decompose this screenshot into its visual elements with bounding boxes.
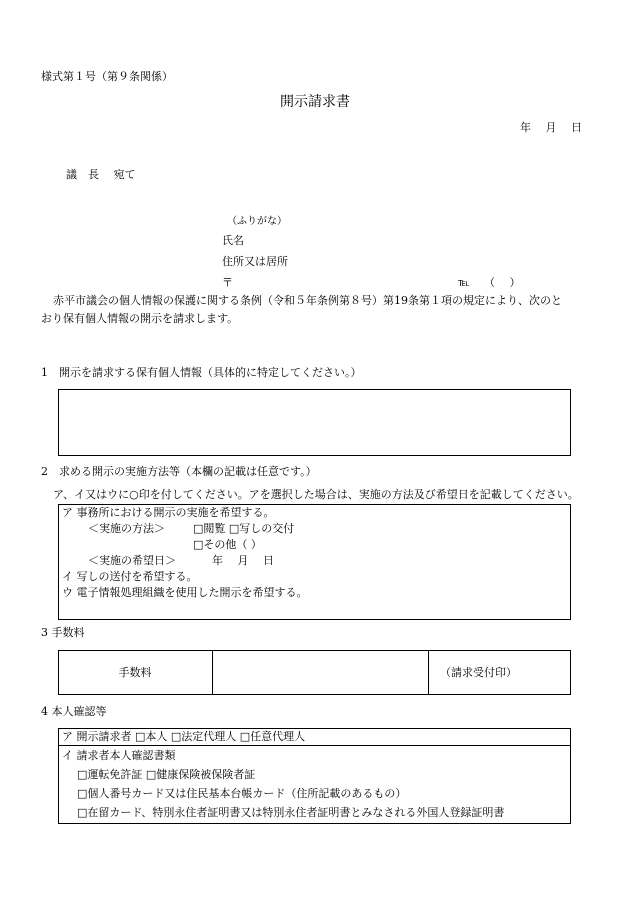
fee-label: 手数料	[118, 666, 152, 679]
section2-heading: 2 求める開示の実施方法等（本欄の記載は任意です。）	[41, 465, 317, 478]
postal-mark: 〒	[222, 276, 233, 289]
tel-parens: （ ）	[484, 276, 521, 289]
address-label: 住所又は居所	[222, 255, 288, 268]
desired-date: 年 月 日	[212, 554, 274, 567]
id-docs-title: イ 請求者本人確認書類	[62, 749, 176, 762]
section4-heading: 4 本人確認等	[41, 705, 107, 718]
method-label: ＜実施の方法＞	[88, 522, 165, 535]
fee-divider-2	[428, 650, 429, 695]
method-options[interactable]: □閲覧 □写しの交付	[193, 522, 295, 535]
requester-row[interactable]: ア 開示請求者 □本人 □法定代理人 □任意代理人	[62, 730, 306, 743]
name-label: 氏名	[222, 234, 244, 247]
section1-heading: 1 開示を請求する保有個人情報（具体的に特定してください。）	[41, 366, 362, 379]
form-number: 様式第１号（第９条関係）	[41, 70, 173, 83]
id-doc-1[interactable]: □運転免許証 □健康保険被保険者証	[77, 768, 256, 781]
item-a: ア 事務所における開示の実施を希望する。	[62, 506, 275, 519]
method-other[interactable]: □その他（ ）	[193, 538, 262, 551]
intro-line-2: おり保有個人情報の開示を請求します。	[41, 312, 239, 325]
section3-heading: 3 手数料	[41, 626, 85, 639]
id-doc-2[interactable]: □個人番号カード又は住民基本台帳カード（住所記載のあるもの）	[77, 787, 407, 800]
date-line: 年 月 日	[520, 121, 582, 134]
furigana-label: （ふりがな）	[227, 216, 287, 227]
identity-row-divider	[58, 745, 571, 746]
page-title: 開示請求書	[280, 94, 350, 110]
date-label: ＜実施の希望日＞	[88, 554, 176, 567]
section2-instruction: ア、イ又はウに○印を付してください。アを選択した場合は、実施の方法及び希望日を記載してください。	[53, 488, 579, 501]
tel-mark: ℡	[458, 276, 470, 289]
stamp-label: （請求受付印）	[440, 666, 517, 679]
item-i: イ 写しの送付を希望する。	[62, 570, 198, 583]
addressee: 議 長 宛て	[66, 168, 136, 181]
section1-input-box[interactable]	[58, 389, 571, 456]
fee-value-cell[interactable]	[213, 651, 428, 694]
id-doc-3[interactable]: □在留カード、特別永住者証明書又は特別永住者証明書とみなされる外国人登録証明書	[77, 806, 505, 819]
intro-line-1: 赤平市議会の個人情報の保護に関する条例（令和５年条例第８号）第19条第１項の規定により、次のと	[53, 294, 562, 307]
item-u: ウ 電子情報処理組織を使用した開示を希望する。	[62, 586, 308, 599]
